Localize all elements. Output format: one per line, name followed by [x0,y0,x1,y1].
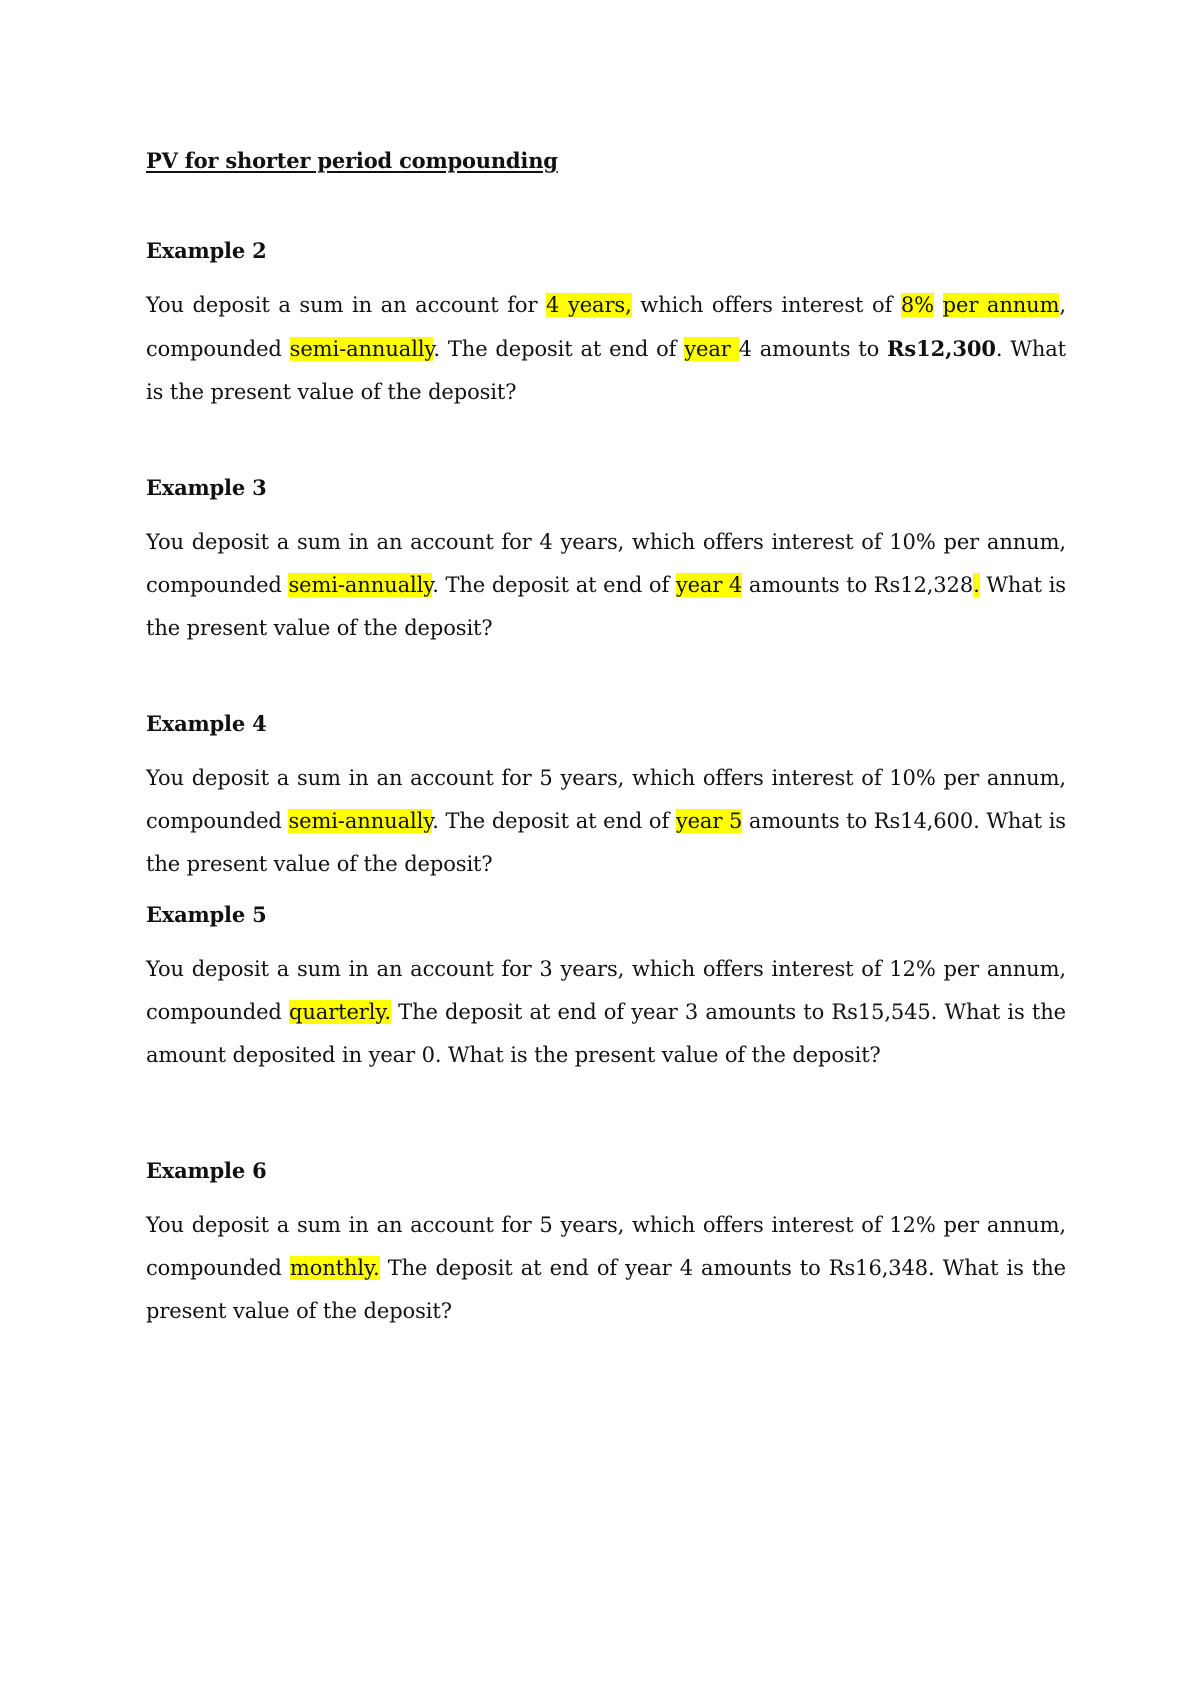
text-run: , compounded [146,293,1066,361]
text-run: amounts to Rs14,600. What is the present value of the deposit? [146,809,1066,876]
text-run: . The deposit at end of [433,337,685,361]
highlighted-text: year 5 [675,809,743,833]
example-question [146,1204,1066,1333]
text-run: . The deposit at end of [432,809,676,833]
text-run: What is the present value of the deposit? [146,573,1066,640]
example-heading: Example 6 [146,1158,267,1183]
highlighted-text: monthly. [289,1256,380,1280]
example-heading: Example 4 [146,711,267,736]
text-run: The deposit at end of year 3 amounts to Rs15,545. What is the amount deposited in year 0. What is the present value of the deposit? [146,1000,1067,1067]
example-heading: Example 2 [146,238,267,263]
highlighted-text: semi-annually [288,809,433,833]
bold-amount: Rs12,300 [887,336,996,361]
example-heading: Example 3 [146,475,267,500]
example-heading: Example 5 [146,902,267,927]
example-question [146,521,1066,650]
example-4 [146,710,1066,886]
text-run: You deposit a sum in an account for 3 years, which offers interest of 12% per annum, compounded [146,957,1066,1024]
text-run: amounts to Rs12,328 [742,573,974,597]
example-question [146,948,1066,1077]
text-run: You deposit a sum in an account for 5 years, which offers interest of 10% per annum, compounded [146,766,1066,833]
highlighted-text: year [684,337,739,361]
example-5 [146,901,1066,1077]
highlighted-text: per annum [942,293,1060,317]
highlighted-text: year 4 [675,573,743,597]
text-run: You deposit a sum in an account for [146,293,547,317]
highlighted-text: 8% [900,293,935,317]
text-run: which offers interest of [631,293,901,317]
text-run: . What is the present value of the deposit? [146,337,1067,404]
highlighted-text: . [973,573,980,597]
text-run: The deposit at end of year 4 amounts to Rs16,348. What is the present value of the deposit? [146,1256,1066,1323]
example-2 [146,237,1066,414]
highlighted-text: quarterly. [289,1000,391,1024]
text-run: You deposit a sum in an account for 4 years, which offers interest of 10% per annum, compounded [146,530,1066,597]
text-run: 4 amounts to [738,337,888,361]
highlighted-text: semi-annually [288,573,433,597]
text-run [934,293,943,317]
example-question [146,284,1066,414]
example-question [146,757,1066,886]
page-title: PV for shorter period compounding [146,148,558,173]
example-3 [146,474,1066,650]
text-run: You deposit a sum in an account for 5 years, which offers interest of 12% per annum, compounded [146,1213,1066,1280]
example-6 [146,1157,1066,1333]
text-run: . The deposit at end of [432,573,676,597]
highlighted-text: semi-annually [289,337,434,361]
highlighted-text: 4 years, [546,293,632,317]
